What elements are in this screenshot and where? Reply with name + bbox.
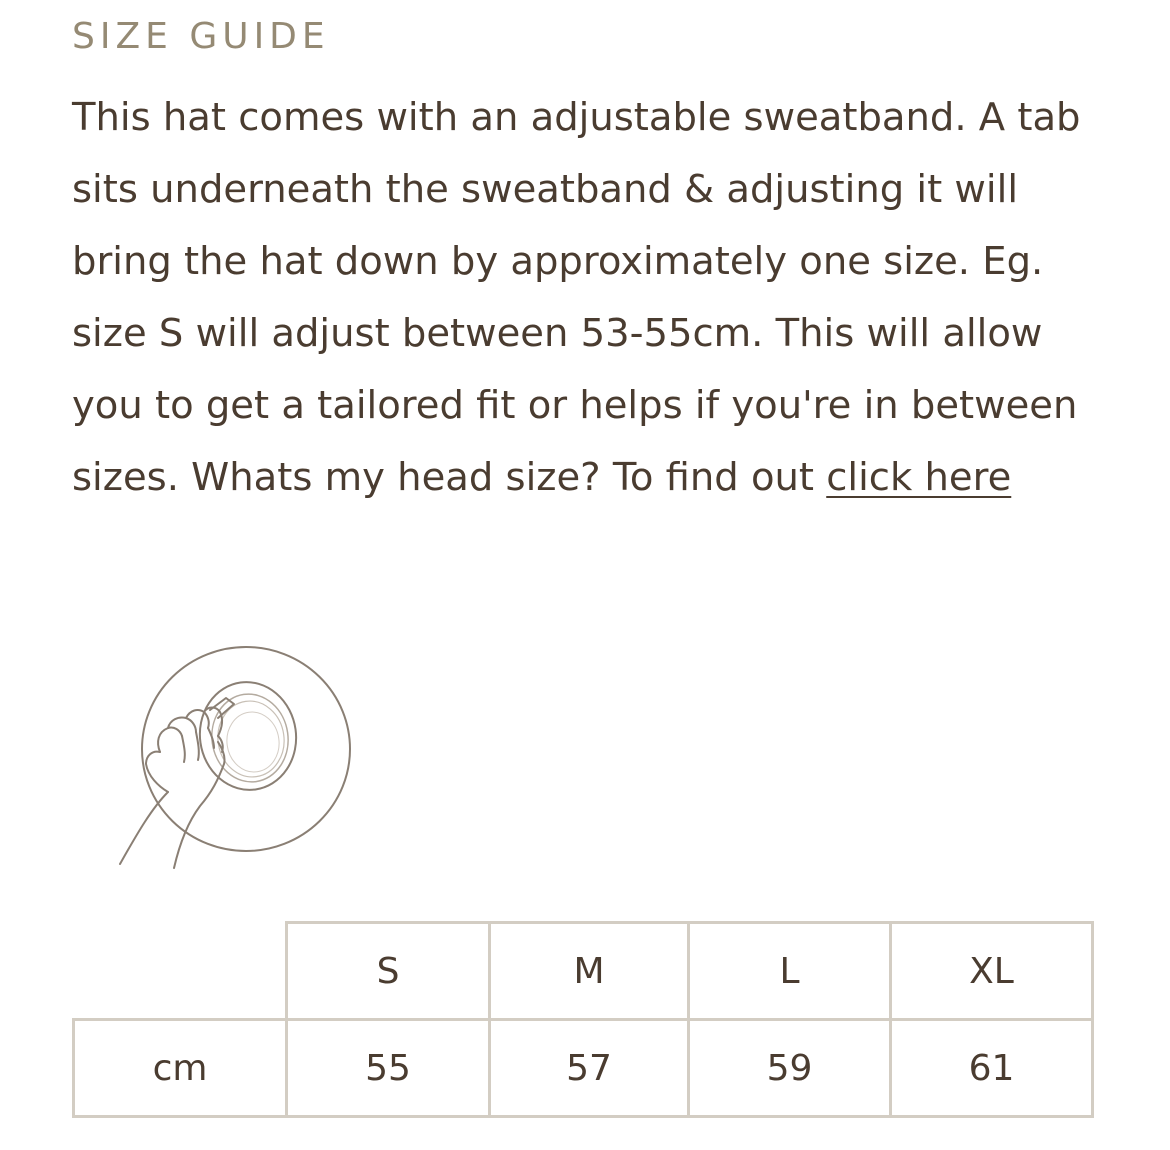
size-header-row	[74, 923, 1093, 1020]
size-header-cell: M	[490, 923, 689, 1020]
size-value-cell: 57	[490, 1020, 689, 1117]
hat-adjusting-sweatband-illustration	[108, 636, 368, 876]
size-value-cell: 59	[689, 1020, 891, 1117]
size-value-cell: 55	[287, 1020, 490, 1117]
size-header-cell: L	[689, 923, 891, 1020]
empty-corner-cell	[74, 923, 287, 1020]
size-header-cell: XL	[891, 923, 1093, 1020]
row-label-cell: cm	[74, 1020, 287, 1117]
size-guide-description	[72, 82, 1112, 514]
size-cm-row	[74, 1020, 1093, 1117]
size-chart-table	[72, 921, 1094, 1118]
size-guide-title: SIZE GUIDE	[72, 16, 330, 57]
size-value-cell: 61	[891, 1020, 1093, 1117]
size-header-cell: S	[287, 923, 490, 1020]
click-here-link[interactable]: click here	[826, 455, 1012, 500]
description-text: This hat comes with an adjustable sweatband. A tab sits underneath the sweatband & adjusting it will bring the hat down by approximately one size. Eg. size S will adjust between 53-55cm. This will allow you to get a tailored fit or helps if you're in between sizes. Whats my head size? To find out	[72, 95, 1081, 500]
